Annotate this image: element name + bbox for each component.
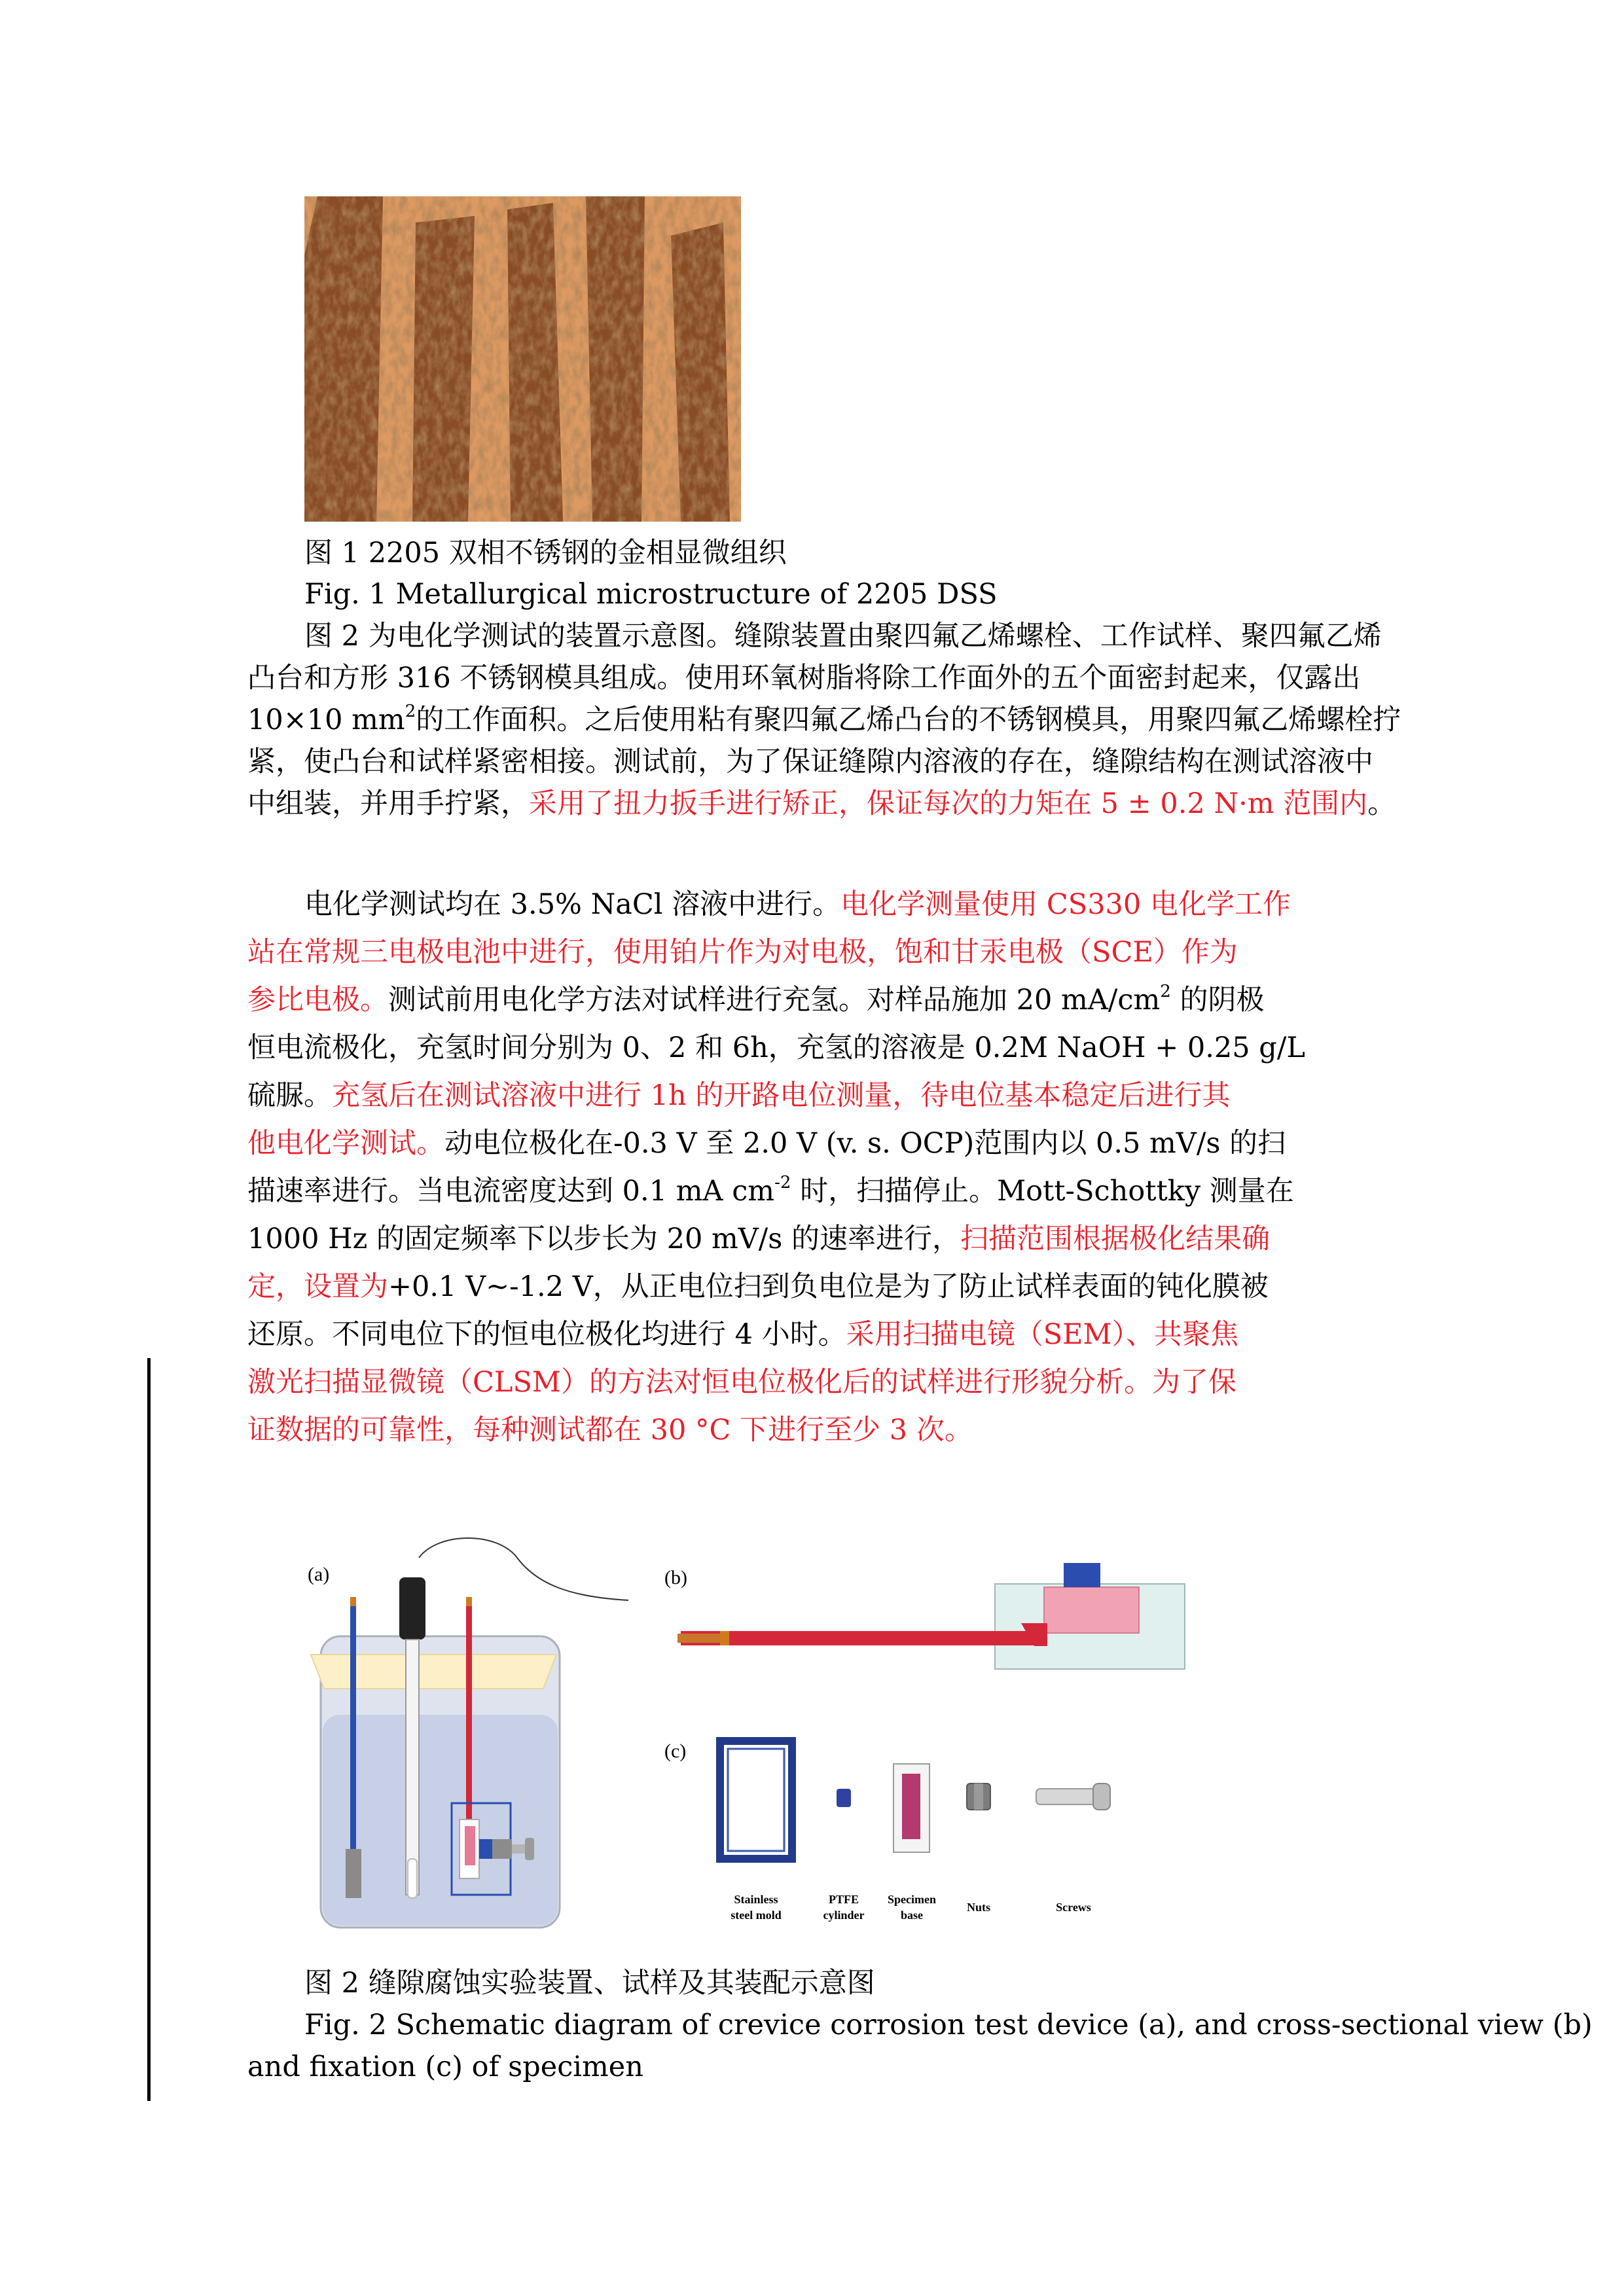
label-b: (b) bbox=[664, 1567, 687, 1588]
label-a: (a) bbox=[308, 1564, 330, 1585]
steel-mold-icon bbox=[720, 1741, 792, 1859]
part-label-ptfe-2: cylinder bbox=[823, 1909, 865, 1922]
ptfe-cylinder-icon bbox=[837, 1789, 851, 1807]
lead-wire bbox=[681, 1631, 1038, 1645]
fig2-caption-en-2: and fixation (c) of specimen bbox=[247, 2051, 643, 2083]
para1-line-1: 图 2 为电化学测试的装置示意图。缝隙装置由聚四氟乙烯螺栓、工作试样、聚四氟乙烯 bbox=[304, 620, 1382, 653]
part-label-base-1: Specimen bbox=[888, 1893, 936, 1906]
fig2-caption-cn: 图 2 缝隙腐蚀实验装置、试样及其装配示意图 bbox=[304, 1967, 875, 2000]
specimen-section bbox=[1044, 1587, 1139, 1633]
para2-line-3: 参比电极。测试前用电化学方法对试样进行充氢。对样品施加 20 $mA/cm^2$ 的阴极 bbox=[247, 981, 1265, 1016]
fig1-caption-cn: 图 1 2205 双相不锈钢的金相显微组织 bbox=[304, 537, 787, 569]
reference-electrode-cap bbox=[399, 1577, 425, 1640]
crevice-setup-diagram bbox=[288, 1532, 1244, 1950]
para1-line-4: 紧，使凸台和试样紧密相接。测试前，为了保证缝隙内溶液的存在，缝隙结构在测试溶液中 bbox=[247, 745, 1373, 778]
part-label-ptfe-1: PTFE bbox=[828, 1893, 859, 1906]
counter-electrode-wire bbox=[350, 1604, 356, 1852]
para2-line-12: 证数据的可靠性，每种测试都在 30 °C 下进行至少 3 次。 bbox=[247, 1414, 973, 1446]
part-label-screws: Screws bbox=[1056, 1901, 1091, 1914]
fig2-caption-en-1: Fig. 2 Schematic diagram of crevice corrosion test device (a), and cross-sectional view (b) bbox=[304, 2009, 1593, 2041]
part-label-mold-1: Stainless bbox=[734, 1893, 778, 1906]
para2-line-9: 定，设置为+0.1 V~-1.2 V，从正电位扫到负电位是为了防止试样表面的钝化膜被 bbox=[247, 1270, 1269, 1303]
para2-line-11: 激光扫描显微镜（CLSM）的方法对恒电位极化后的试样进行形貌分析。为了保 bbox=[247, 1366, 1236, 1399]
para2-line-2: 站在常规三电极电池中进行，使用铂片作为对电极，饱和甘汞电极（SCE）作为 bbox=[247, 936, 1238, 969]
cable-line bbox=[419, 1538, 628, 1600]
para1-line-2: 凸台和方形 316 不锈钢模具组成。使用环氧树脂将除工作面外的五个面密封起来，仅露出 bbox=[247, 662, 1361, 694]
para2-line-7: 描速率进行。当电流密度达到 0.1 mA $cm^{-2}$ 时，扫描停止。Mott-Schottky 测量在 bbox=[247, 1172, 1294, 1208]
part-label-mold-2: steel mold bbox=[731, 1909, 782, 1922]
part-label-nuts: Nuts bbox=[966, 1901, 991, 1914]
micrograph-image bbox=[304, 196, 741, 522]
para2-line-8: 1000 Hz 的固定频率下以步长为 20 mV/s 的速率进行，扫描范围根据极化结果确 bbox=[247, 1223, 1271, 1255]
para2-line-6: 他电化学测试。动电位极化在-0.3 V 至 2.0 V (v. s. OCP)范围内以 0.5 mV/s 的扫 bbox=[247, 1127, 1286, 1160]
reference-electrode-tube bbox=[406, 1640, 419, 1895]
para2-line-4: 恒电流极化，充氢时间分别为 0、2 和 6h，充氢的溶液是 0.2M NaOH + 0.25 g/L bbox=[247, 1031, 1305, 1064]
ptfe-section bbox=[1064, 1563, 1100, 1587]
screw-icon bbox=[1036, 1789, 1095, 1804]
label-c: (c) bbox=[664, 1740, 687, 1762]
platinum-sheet bbox=[346, 1849, 361, 1898]
part-label-base-2: base bbox=[900, 1909, 924, 1922]
cell-lid bbox=[311, 1655, 556, 1689]
para1-line-3: 10×10 $mm^2$的工作面积。之后使用粘有聚四氟乙烯凸台的不锈钢模具，用聚四氟乙烯螺栓拧 bbox=[247, 701, 1401, 736]
para1-line-5: 中组装，并用手拧紧，采用了扭力扳手进行矫正，保证每次的力矩在 5 ± 0.2 N·m 范围内。 bbox=[247, 787, 1396, 820]
para2-line-5: 硫脲。充氢后在测试溶液中进行 1h 的开路电位测量，待电位基本稳定后进行其 bbox=[247, 1079, 1231, 1112]
fig1-caption-en: Fig. 1 Metallurgical microstructure of 2205 DSS bbox=[304, 578, 998, 611]
para2-line-10: 还原。不同电位下的恒电位极化均进行 4 小时。采用扫描电镜（SEM）、共聚焦 bbox=[247, 1318, 1239, 1351]
para2-line-1: 电化学测试均在 3.5% NaCl 溶液中进行。电化学测量使用 CS330 电化学工作 bbox=[304, 888, 1291, 921]
revision-bar bbox=[147, 1358, 151, 2101]
